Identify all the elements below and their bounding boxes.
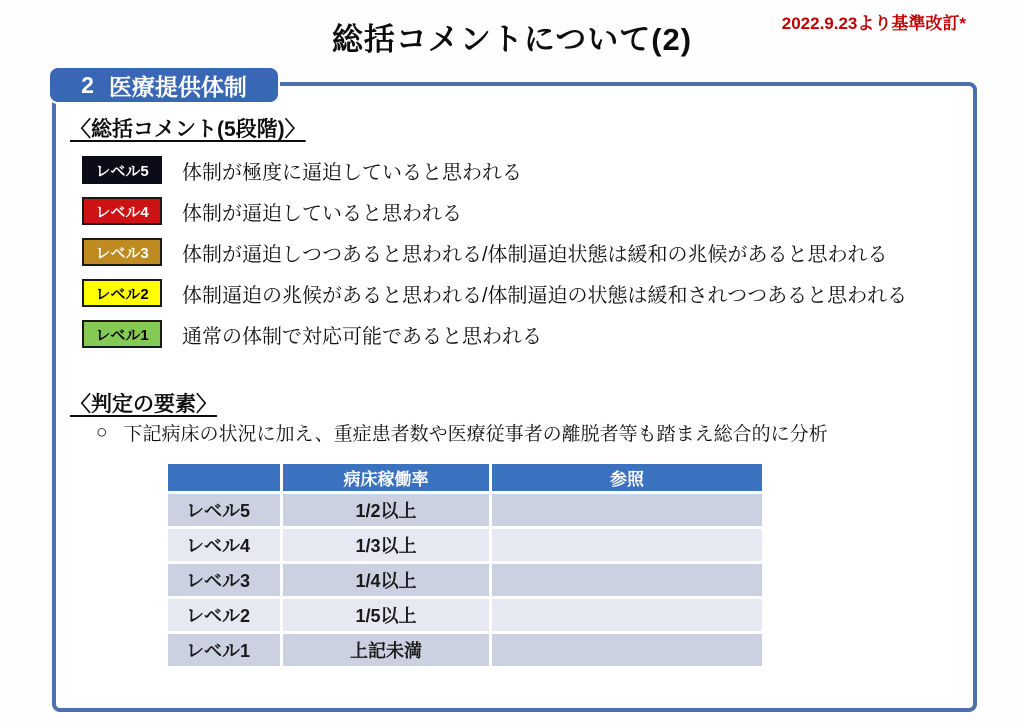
criteria-bullet bbox=[96, 419, 828, 446]
level-description: 体制が極度に逼迫していると思われる bbox=[182, 161, 522, 184]
level-description: 体制逼迫の兆候があると思われる/体制逼迫の状態は緩和されつつあると思われる bbox=[182, 284, 908, 307]
criteria-heading: 〈判定の要素〉 bbox=[70, 393, 217, 416]
level-description: 体制が逼迫しつつあると思われる/体制逼迫状態は緩和の兆候があると思われる bbox=[182, 243, 888, 266]
level-row bbox=[82, 320, 907, 348]
cell-reference bbox=[492, 599, 762, 631]
level-legend bbox=[82, 156, 907, 361]
table-row bbox=[168, 494, 762, 526]
table-row bbox=[168, 564, 762, 596]
bullet-text: 下記病床の状況に加え、重症患者数や医療従事者の離脱者等も踏まえ総合的に分析 bbox=[123, 424, 828, 445]
cell-reference bbox=[492, 564, 762, 596]
bullet-marker: ○ bbox=[96, 421, 108, 443]
cell-occupancy: 1/3以上 bbox=[283, 529, 489, 561]
cell-reference bbox=[492, 494, 762, 526]
level-badge: レベル4 bbox=[82, 197, 162, 225]
cell-level: レベル5 bbox=[168, 494, 280, 526]
table-row bbox=[168, 529, 762, 561]
level-badge: レベル5 bbox=[82, 156, 162, 184]
cell-occupancy: 上記未満 bbox=[283, 634, 489, 666]
cell-level: レベル2 bbox=[168, 599, 280, 631]
table-body bbox=[168, 494, 762, 666]
level-badge: レベル3 bbox=[82, 238, 162, 266]
cell-reference bbox=[492, 529, 762, 561]
section-badge-number: 2 bbox=[81, 71, 94, 98]
section-badge bbox=[50, 68, 278, 102]
page-title: 総括コメントについて(2) bbox=[331, 22, 693, 57]
levels-table bbox=[165, 461, 765, 669]
table-row bbox=[168, 634, 762, 666]
level-description: 体制が逼迫していると思われる bbox=[182, 202, 462, 225]
cell-occupancy: 1/5以上 bbox=[283, 599, 489, 631]
col-header-reference: 参照 bbox=[492, 464, 762, 491]
level-description: 通常の体制で対応可能であると思われる bbox=[182, 325, 542, 348]
level-badge: レベル1 bbox=[82, 320, 162, 348]
cell-occupancy: 1/2以上 bbox=[283, 494, 489, 526]
table-header-row bbox=[168, 464, 762, 491]
level-row bbox=[82, 238, 907, 266]
cell-level: レベル4 bbox=[168, 529, 280, 561]
cell-level: レベル1 bbox=[168, 634, 280, 666]
col-header-occupancy: 病床稼働率 bbox=[283, 464, 489, 491]
level-badge: レベル2 bbox=[82, 279, 162, 307]
revision-note: 2022.9.23より基準改訂* bbox=[781, 14, 966, 33]
legend-heading: 〈総括コメント(5段階)〉 bbox=[70, 118, 306, 141]
cell-occupancy: 1/4以上 bbox=[283, 564, 489, 596]
cell-level: レベル3 bbox=[168, 564, 280, 596]
col-header-level bbox=[168, 464, 280, 491]
level-row bbox=[82, 197, 907, 225]
level-row bbox=[82, 156, 907, 184]
level-row bbox=[82, 279, 907, 307]
section-badge-label: 医療提供体制 bbox=[108, 73, 247, 100]
table-row bbox=[168, 599, 762, 631]
cell-reference bbox=[492, 634, 762, 666]
